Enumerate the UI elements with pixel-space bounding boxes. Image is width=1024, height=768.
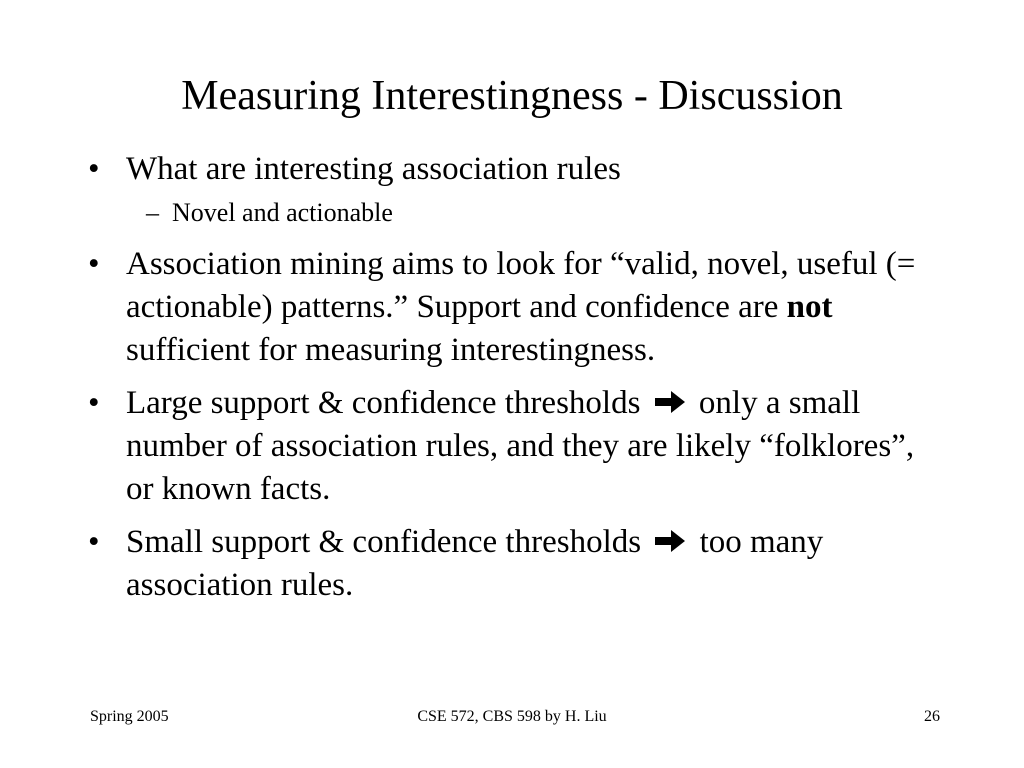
bullet-dot: • bbox=[88, 524, 100, 560]
sub-bullet-item-1 bbox=[0, 193, 1024, 233]
footer-course: CSE 572, CBS 598 by H. Liu bbox=[417, 708, 607, 725]
bullet-item-2 bbox=[0, 243, 936, 372]
bullet-dot: • bbox=[88, 385, 100, 421]
bullet-list bbox=[0, 148, 1024, 607]
sub-bullet-dash: – bbox=[146, 198, 159, 227]
bullet-text-before: Large support & confidence thresholds bbox=[126, 385, 641, 421]
slide-title: Measuring Interestingness - Discussion bbox=[181, 73, 843, 119]
bullet-text-after: only a small number of association rules, and they are likely “folklores”, or known facts. bbox=[126, 385, 915, 507]
footer-page-number: 26 bbox=[924, 708, 940, 725]
sub-bullet-text: Novel and actionable bbox=[172, 198, 393, 227]
bullet-text-before: Small support & confidence thresholds bbox=[126, 524, 642, 560]
bullet-text-after: too many association rules. bbox=[126, 524, 824, 603]
bullet-item-1 bbox=[0, 148, 936, 191]
bullet-dot: • bbox=[88, 151, 100, 187]
bullet-dot: • bbox=[88, 246, 100, 282]
right-arrow-icon bbox=[653, 527, 687, 555]
footer-date: Spring 2005 bbox=[90, 708, 169, 725]
bullet-text-bold: not bbox=[786, 289, 833, 325]
bullet-item-4 bbox=[0, 521, 936, 607]
bullet-item-3 bbox=[0, 382, 936, 511]
bullet-text-before: Association mining aims to look for “valid, novel, useful (= actionable) patterns.” Support and confidence are bbox=[126, 246, 916, 325]
right-arrow-icon bbox=[653, 388, 687, 416]
bullet-text: What are interesting association rules bbox=[126, 151, 621, 187]
bullet-text-after: sufficient for measuring interestingness. bbox=[126, 332, 656, 368]
